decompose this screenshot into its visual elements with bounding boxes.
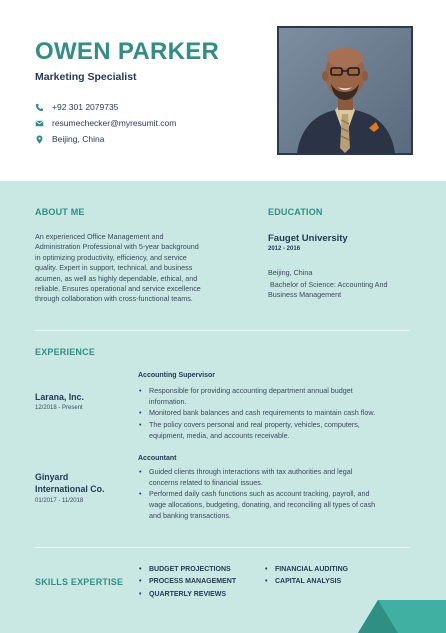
job-role: Accounting Supervisor [138, 372, 216, 379]
job-role: Accountant [138, 455, 177, 462]
company-line: Larana, Inc. [35, 392, 84, 402]
bullet-line: • The policy covers personal and real property, vehicles, computers, [149, 420, 360, 430]
about-line: reliable. Ensures operational and service excellence [35, 284, 201, 294]
company-line: International Co. [35, 483, 105, 494]
skill-item: • BUDGET PROJECTIONS [138, 564, 236, 576]
bullet-line: • Guided clients through interactions with tax authorities and legal [149, 467, 353, 476]
company-line: Ginyard [35, 472, 69, 482]
bullet-line: wage allocations, budgeting, donating, and reconciling all types of cash [149, 499, 376, 509]
email-text: resumechecker@myresumit.com [52, 118, 177, 128]
about-line: acumen, as well as highly dependable, ethical, and [35, 273, 198, 283]
skill-item: • CAPITAL ANALYSIS [264, 576, 348, 588]
bullet-line: concerns related to financial issues. [149, 477, 263, 487]
education-location: Beijing, China [268, 268, 313, 277]
phone-text: +92 301 2079735 [52, 102, 119, 112]
experience-heading: EXPERIENCE [35, 347, 96, 357]
education-heading: EDUCATION [268, 207, 323, 217]
job-dates: 12/2018 - Present [35, 405, 83, 411]
about-line: An experienced Office Management and [35, 232, 164, 241]
bullet-line: • Monitored bank balances and cash requirements to maintain cash flow. [149, 408, 376, 418]
location-text: Beijing, China [52, 134, 105, 144]
bullet-line: and banking transactions. [149, 510, 231, 520]
about-heading: ABOUT ME [35, 207, 85, 217]
candidate-name: OWEN PARKER [35, 38, 220, 65]
job-title: Marketing Specialist [35, 71, 137, 83]
education-school: Fauget University [268, 233, 348, 244]
skills-heading: SKILLS EXPERTISE [35, 577, 124, 587]
degree-line: Business Management [268, 290, 342, 300]
about-line: Administration Professional with 5-year background [35, 242, 199, 252]
bullet-line: • Responsible for providing accounting department annual budget [149, 386, 353, 395]
degree-line: Bachelor of Science: Accounting And [268, 280, 388, 289]
about-line: quality. Expert in support, technical, and business [35, 263, 193, 273]
skill-item: • PROCESS MANAGEMENT [138, 576, 236, 588]
about-line: in optimizing productivity, efficiency, and service [35, 252, 187, 262]
job-dates: 01/2017 - 11/2018 [35, 498, 84, 504]
education-years: 2012 - 2016 [268, 246, 301, 252]
bullet-line: equipment, media, and accounts receivable. [149, 430, 290, 440]
bullet-line: information. [149, 396, 187, 406]
skill-item: • QUARTERLY REVIEWS [138, 589, 236, 601]
bullet-line: • Performed daily cash functions such as account tracking, payroll, and [149, 489, 370, 499]
skill-item: • FINANCIAL AUDITING [264, 564, 348, 576]
about-line: through collaboration with cross-functional teams. [35, 294, 193, 304]
